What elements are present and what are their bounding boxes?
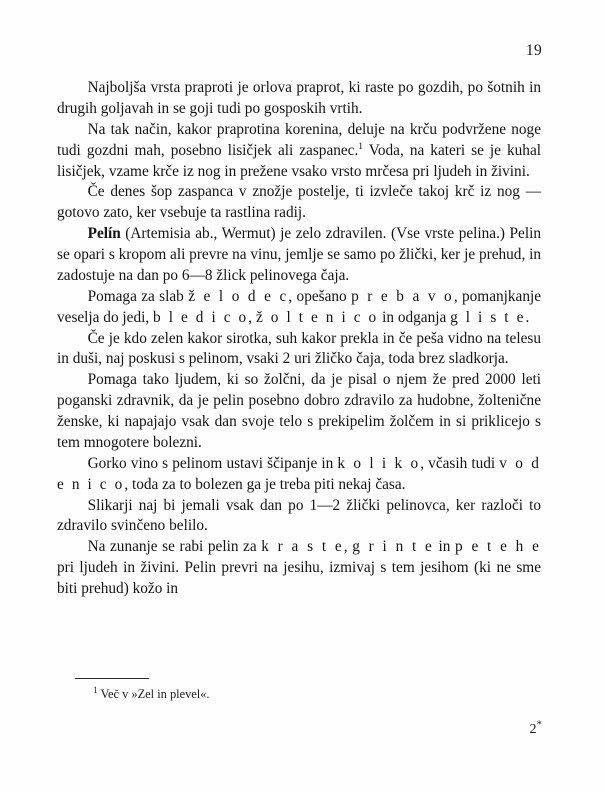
paragraph-3-text: Če denes šop zaspanca v znožje postelje, ti izvleče takoj krč iz nog — gotovo zato, ker vsebuje ta rastlina radij. — [57, 183, 541, 222]
p5-seg-4: , pomanjkanje veselja do jedi, — [57, 287, 542, 326]
p5-seg-8: in odganja — [378, 308, 451, 326]
paragraph-10 — [57, 537, 541, 600]
paragraph-1-text: Najboljša vrsta praproti je orlova praprot, ki raste po gozdih, po šotnih in drugih goljavah in se goji tudi po gosposkih vrtih. — [57, 79, 541, 117]
p5-seg-0: Pomaga za slab — [87, 287, 189, 305]
signature-mark — [529, 718, 542, 738]
emphasis-zoltenico: ž o l t e n i c o — [255, 308, 379, 326]
paragraph-6 — [57, 329, 541, 371]
page-content-area — [52, 30, 552, 760]
paragraph-2 — [57, 120, 541, 183]
emphasis-prebavo: p r e b a v o — [351, 287, 454, 305]
p5-seg-6: , — [248, 308, 256, 326]
p10-seg-0: Na zunanje se rabi pelin za — [87, 538, 262, 556]
p8-seg-0: Gorko vino s pelinom ustavi ščipanje in — [87, 454, 338, 472]
emphasis-grinte: g r i n t e — [352, 538, 434, 556]
paragraph-4-text: (Artemisia ab., Wermut) je zelo zdravilen. (Vse vrste pelina.) Pelin se opari s kropom ali prevre na vinu, jemlje se samo po žlički, ker je prehud, in zadostuje na dan po 6—8 žlick pelinovega čaja. — [57, 225, 541, 284]
paragraph-9-text: Slikarji naj bi jemali vsak dan po 1—2 žlički pelinovca, ker razloči to zdravilo svinčeno belilo. — [57, 496, 541, 535]
emphasis-vodenico: v o d e n i c o — [57, 454, 541, 493]
paragraph-7-text: Pomaga tako ljudem, ki so žolčni, da je pisal o njem že pred 2000 leti poganski zdravnik, da je pelin posebno dobro zdravilo za hudobne, žoltenične ženske, ki napajajo vsak dan svoje telo s prekipelim žolčem in si priklicejo s tem mnogotere bolezni. — [57, 371, 541, 451]
paragraph-4 — [57, 224, 541, 287]
signature-asterisk: * — [536, 718, 542, 731]
term-pelin: Pelín — [87, 225, 121, 243]
paragraph-8 — [57, 454, 541, 496]
paragraph-2-text-after-note: Voda, na kateri se je kuhal lisičjek, vzame krče iz nog in prežene vsako vrsto mrčesa pri ljudeh in živini. — [57, 141, 541, 180]
footnote-reference-marker: 1 — [358, 141, 364, 152]
footnote-divider — [75, 678, 149, 679]
paragraph-6-text: Če je kdo zelen kakor sirotka, suh kakor prekla in če peša vidno na telesu in duši, naj poskusi s pelinom, vsaki 2 uri žličko čaja, toda brez sladkorja. — [57, 329, 541, 368]
footnote-marker: 1 — [93, 684, 98, 695]
emphasis-petehe: p e t e h e — [455, 538, 541, 556]
p10-seg-2: , — [343, 538, 353, 556]
p5-seg-2: , opešano — [288, 287, 352, 305]
p10-seg-6: pri ljudeh in živini. Pelin prevri na jesihu, izmivaj s tem jesihom (ki ne sme biti prehud) kožo in — [57, 559, 541, 597]
paragraph-1 — [57, 78, 541, 120]
body-text — [57, 78, 541, 600]
emphasis-gliste: g l i s t e — [450, 308, 526, 326]
signature-number: 2 — [529, 722, 537, 737]
paragraph-9 — [57, 496, 541, 538]
footnote — [57, 686, 541, 702]
paragraph-2-text-before-note: Na tak način, kakor praprotina korenina, deluje na krču podvržene noge tudi gozdni mah, posebno lisičjek ali zaspanec. — [57, 120, 541, 159]
p8-seg-4: , toda za to bolezen ga je treba piti nekaj časa. — [124, 475, 406, 493]
paragraph-7 — [57, 370, 541, 454]
footnote-text: Več v »Zel in plevel«. — [100, 686, 210, 701]
paragraph-3 — [57, 182, 541, 224]
page-number: 19 — [525, 42, 542, 59]
emphasis-koliko: k o l i k o — [337, 454, 421, 472]
emphasis-zelodec: ž e l o d e c — [188, 287, 289, 305]
emphasis-bledico: b l e d i c o — [153, 308, 249, 326]
p8-seg-2: , včasih tudi — [420, 454, 500, 472]
p10-seg-4: in — [433, 538, 456, 556]
p5-seg-10: . — [525, 308, 530, 326]
footnote-area — [57, 678, 541, 702]
paragraph-5 — [57, 287, 541, 329]
emphasis-kraste: k r a s t e — [261, 538, 344, 556]
